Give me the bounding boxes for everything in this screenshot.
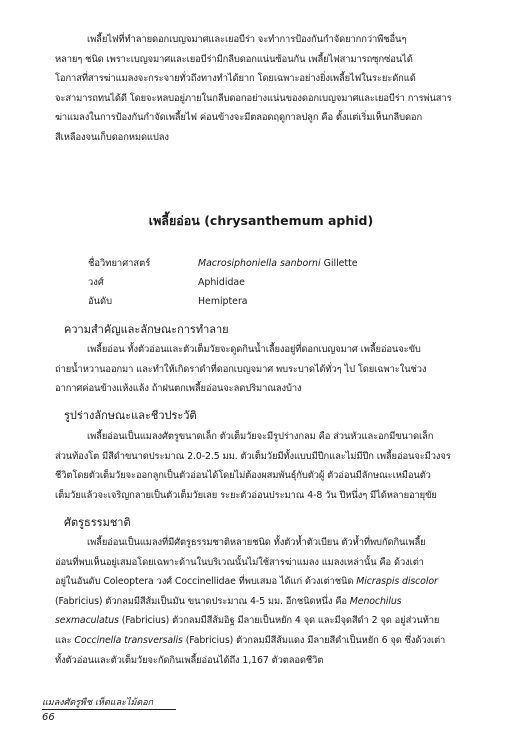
scientific-name-row (88, 254, 358, 273)
enemies-line-7: ทั้งตัวอ่อนและตัวเต็มวัยจะกัดกินเพลี้ยอ่อนได้ถึง 1,167 ตัวตลอดชีวิต (55, 654, 324, 666)
footer-book-title: แมลงศัตรูพืช เห็ดและไม้ดอก (42, 698, 154, 708)
biology-line-1: เพลี้ยอ่อนเป็นแมลงศัตรูขนาดเล็ก ตัวเต็มวัยจะมีรูปร่างกลม คือ ส่วนหัวและอกมีขนาดเล็ก (87, 431, 434, 442)
natural-enemies-paragraph (55, 533, 473, 670)
enemies-line-6: และ Coccinella transversalis (Fabricius) ตัวกลมมีสีส้มแดง มีลายสีดำเป็นหยัก 6 จุด ซึ่งด้วงเต่า (55, 634, 446, 646)
intro-line-2: หลายๆ ชนิด เพราะเบญจมาศและเยอบีร่ามีกลีบดอกแน่นซ้อนกัน เพลี้ยไฟสามารถซุกซ่อนได้ (55, 53, 413, 65)
biology-heading: รูปร่างลักษณะและชีวประวัติ (64, 409, 197, 422)
scientific-name-label: ชื่อวิทยาศาสตร์ (88, 258, 151, 269)
scientific-name-value: Macrosiphoniella sanborni Gillette (198, 258, 358, 269)
biology-line-2: ส่วนท้องโต มีสีดำขนาดประมาณ 2.0-2.5 มม. ตัวเต็มวัยมีทั้งแบบมีปีกและไม่มีปีก เพลี้ยอ่อนจะมีวงจร (55, 450, 451, 462)
family-label: วงศ์ (88, 277, 104, 288)
damage-line-1: เพลี้ยอ่อน ทั้งตัวอ่อนและตัวเต็มวัยจะดูดกินน้ำเลี้ยงอยู่ที่ดอกเบญจมาศ เพลี้ยอ่อนจะขับ (87, 344, 421, 355)
intro-line-4: จะสามารถทนได้ดี โดยจะหลบอยู่ภายในกลีบดอกอย่างแน่นของดอกเบญจมาศและเยอบีร่า การพ่นสาร (55, 92, 452, 104)
enemies-line-1: เพลี้ยอ่อนเป็นแมลงที่มีศัตรูธรรมชาติหลายชนิด ทั้งตัวห้ำตัวเบียน ตัวห้ำที่พบกัดกินเพลี้ย (87, 537, 426, 548)
enemies-line-3: อยู่ในอันดับ Coleoptera วงศ์ Coccinellidae ที่พบเสมอ ได้แก่ ด้วงเต่าชนิด Micraspis discolor (55, 576, 438, 588)
damage-paragraph (55, 340, 473, 399)
damage-heading: ความสำคัญและลักษณะการทำลาย (64, 323, 229, 336)
section-title: เพลี้ยอ่อน (chrysanthemum aphid) (148, 213, 374, 228)
order-row (88, 292, 358, 311)
intro-line-1: เพลี้ยไฟที่ทำลายดอกเบญจมาศและเยอบีร่า จะทำการป้องกันกำจัดยากกว่าพืชอื่นๆ (87, 34, 407, 45)
intro-line-3: โอกาสที่สารฆ่าแมลงจะกระจายทั่วถึงทางทำได้ยาก โดยเฉพาะอย่างยิ่งเพลี้ยไฟในระยะดักแด้ (55, 73, 416, 85)
intro-line-5: ฆ่าแมลงในการป้องกันกำจัดเพลี้ยไฟ ค่อนข้างจะมีตลอดฤดูกาลปลูก คือ ตั้งแต่เริ่มเห็นกลีบดอก (55, 112, 423, 124)
taxonomy-info (88, 254, 358, 311)
biology-line-3: ชีวิตโดยตัวเต็มวัยจะออกลูกเป็นตัวอ่อนได้โดยไม่ต้องผสมพันธุ์กับตัวผู้ ตัวอ่อนมีลักษณะเหมือนตัว (55, 470, 431, 482)
order-value: Hemiptera (198, 296, 248, 307)
damage-line-2: ถ่ายน้ำหวานออกมา และทำให้เกิดราดำที่ดอกเบญจมาศ พบระบาดได้ทั่วๆ ไป โดยเฉพาะในช่วง (55, 363, 427, 375)
footer-divider (42, 709, 176, 710)
page-number: 66 (42, 712, 55, 723)
family-row (88, 273, 358, 292)
intro-paragraph (55, 30, 473, 148)
order-label: อันดับ (88, 296, 113, 307)
enemies-line-2: อ่อนที่พบเห็นอยู่เสมอโดยเฉพาะด้านในบริเวณนั้นไม่ใช้สารฆ่าแมลง แมลงเหล่านั้น คือ ด้วงเต่า (55, 556, 424, 568)
natural-enemies-heading: ศัตรูธรรมชาติ (64, 516, 131, 529)
enemies-line-5: sexmaculatus (Fabricius) ตัวกลมมีสีส้มอิฐ มีลายเป็นหยัก 4 จุด และมีจุดสีดำ 2 จุด อยู่ส่วนท้าย (55, 615, 440, 627)
biology-line-4: เต็มวัยแล้วจะเจริญกลายเป็นตัวเต็มวัยเลย ระยะตัวอ่อนประมาณ 4-8 วัน ปีหนึ่งๆ มีได้หลายอายุขัย (55, 489, 437, 501)
damage-line-3: อากาศค่อนข้างแห้งแล้ง ถ้าฝนตกเพลี้ยอ่อนจะลดปริมาณลงบ้าง (55, 383, 302, 395)
intro-line-6: สีเหลืองจนเก็บดอกหมดแปลง (55, 131, 169, 143)
family-value: Aphididae (198, 277, 245, 288)
enemies-line-4: (Fabricius) ตัวกลมมีสีส้มเป็นมัน ขนาดประมาณ 4-5 มม. อีกชนิดหนึ่ง คือ Menochilus (55, 595, 402, 607)
biology-paragraph (55, 427, 473, 505)
